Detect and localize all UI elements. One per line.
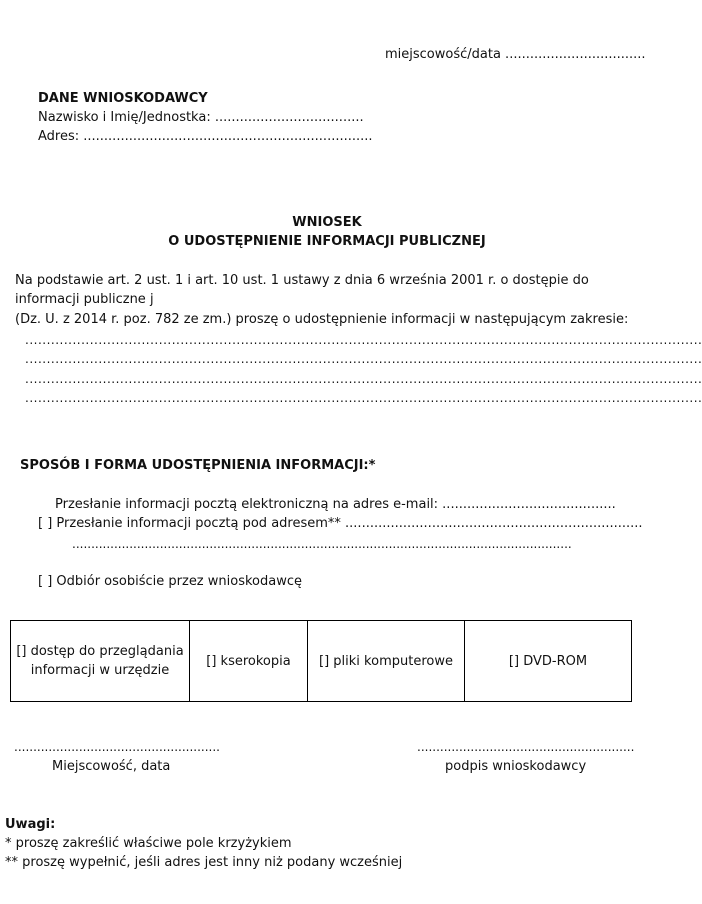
document-title: WNIOSEK <box>292 215 362 230</box>
form-option-dvd[interactable]: [] DVD-ROM <box>508 653 588 669</box>
applicant-heading: DANE WNIOSKODAWCY <box>38 91 208 106</box>
applicant-name-field[interactable]: Nazwisko i Imię/Jednostka: .................................... <box>38 110 364 125</box>
legal-basis-text: Na podstawie art. 2 ust. 1 i art. 10 ust. 1 ustawy z dnia 6 września 2001 r. o dostępie do <box>15 273 589 288</box>
note-item: * proszę zakreślić właściwe pole krzyżykiem <box>5 836 292 851</box>
option-post[interactable]: [ ] Przesłanie informacji pocztą pod adresem** ........................................................................ <box>38 516 643 531</box>
legal-basis-text: informacji publiczne j <box>15 292 154 307</box>
scope-line[interactable]: ............................................................................................................................................................. <box>25 333 702 347</box>
form-options-table <box>10 620 632 702</box>
scope-line[interactable]: ............................................................................................................................................................. <box>25 391 702 405</box>
legal-basis-text: (Dz. U. z 2014 r. poz. 782 ze zm.) proszę o udostępnienie informacji w następującym zakresie: <box>15 312 629 327</box>
place-date-field[interactable]: miejscowość/data .................................. <box>385 47 646 62</box>
scope-line[interactable]: ............................................................................................................................................................. <box>25 352 702 366</box>
form-option-viewing[interactable]: [] dostęp do przeglądania informacji w urzędzie <box>11 621 190 701</box>
applicant-signature-line[interactable]: ......................................................... <box>417 740 635 754</box>
place-date-signature-label: Miejscowość, data <box>52 759 171 774</box>
scope-line[interactable]: ............................................................................................................................................................. <box>25 372 702 386</box>
notes-heading: Uwagi: <box>5 817 56 832</box>
post-address-line[interactable]: ................................................................................................................................... <box>72 537 572 551</box>
form-option-photocopy[interactable]: [] kserokopia <box>190 621 308 701</box>
form-option-computer-files[interactable]: [] pliki komputerowe <box>308 621 465 701</box>
document-subtitle: O UDOSTĘPNIENIE INFORMACJI PUBLICZNEJ <box>168 234 486 249</box>
note-item: ** proszę wypełnić, jeśli adres jest inny niż podany wcześniej <box>5 855 403 870</box>
applicant-address-field[interactable]: Adres: ...................................................................... <box>38 129 373 144</box>
place-date-signature-line[interactable]: ...................................................... <box>14 740 220 754</box>
applicant-signature-label: podpis wnioskodawcy <box>445 759 587 774</box>
option-email[interactable]: Przesłanie informacji pocztą elektroniczną na adres e-mail: .......................................... <box>55 497 616 512</box>
option-pickup[interactable]: [ ] Odbiór osobiście przez wnioskodawcę <box>38 574 302 589</box>
method-heading: SPOSÓB I FORMA UDOSTĘPNIENIA INFORMACJI:* <box>20 458 376 473</box>
